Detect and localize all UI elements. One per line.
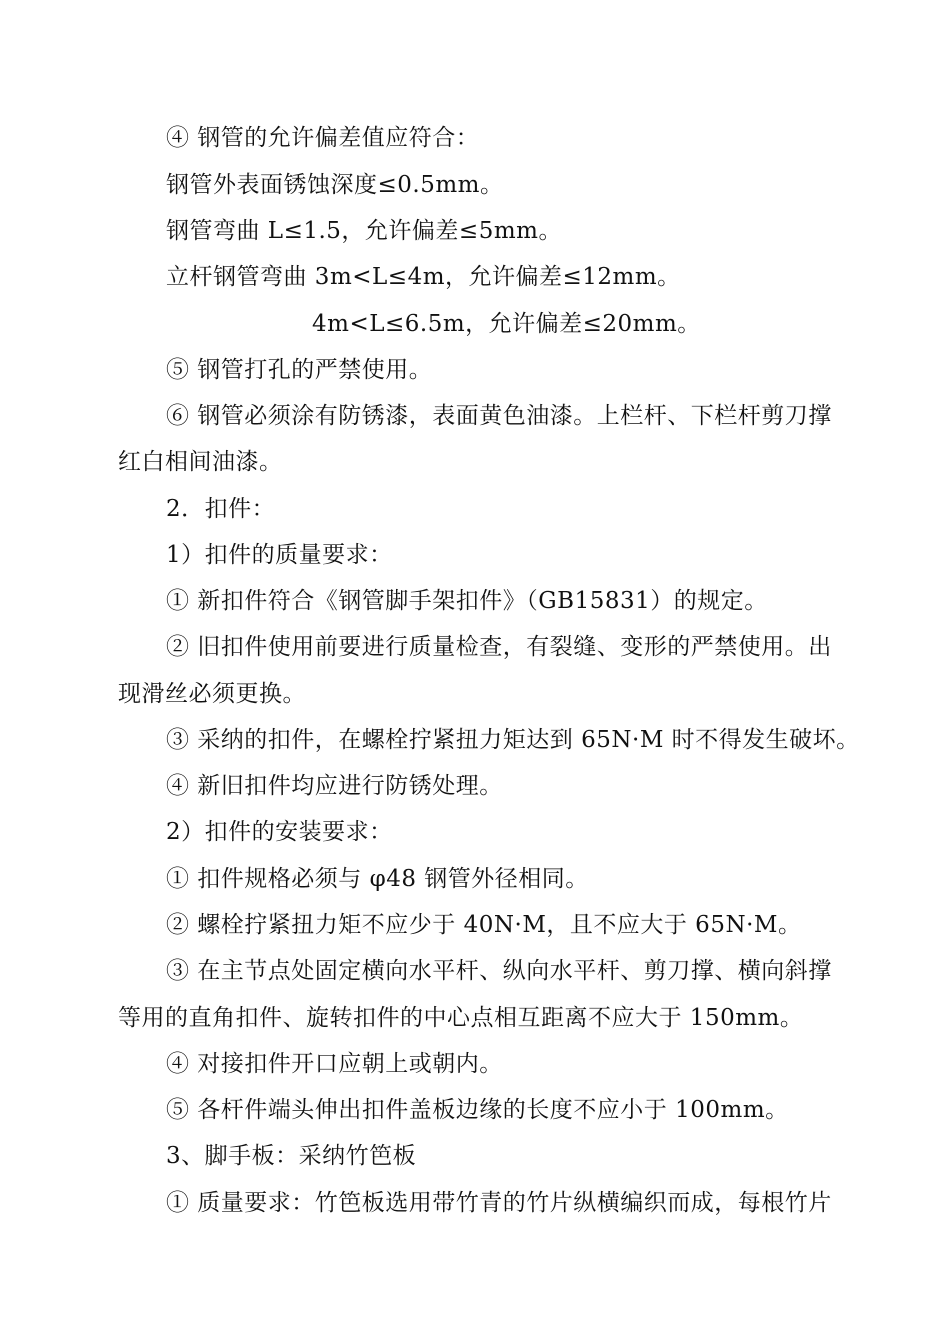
text-line: ⑤ 各杆件端头伸出扣件盖板边缘的长度不应小于 100mm。 [166, 1097, 789, 1123]
text-line: 钢管弯曲 L≤1.5，允许偏差≤5mm。 [166, 218, 562, 244]
text-line: ⑥ 钢管必须涂有防锈漆，表面黄色油漆。上栏杆、下栏杆剪刀撑 [166, 403, 832, 429]
text-line: 1）扣件的质量要求： [166, 542, 393, 568]
text-line: ④ 对接扣件开口应朝上或朝内。 [166, 1051, 503, 1077]
text-line: ① 新扣件符合《钢管脚手架扣件》（GB15831）的规定。 [166, 588, 768, 614]
text-line: ① 质量要求：竹笆板选用带竹青的竹片纵横编织而成，每根竹片 [166, 1190, 832, 1216]
text-line: ⑤ 钢管打孔的严禁使用。 [166, 357, 433, 383]
text-line: 现滑丝必须更换。 [118, 681, 306, 707]
text-line: 3、脚手板：采纳竹笆板 [166, 1143, 417, 1169]
text-line: ④ 新旧扣件均应进行防锈处理。 [166, 773, 503, 799]
text-line: 2．扣件： [166, 496, 276, 522]
text-line: 红白相间油漆。 [118, 449, 283, 475]
text-line: ③ 在主节点处固定横向水平杆、纵向水平杆、剪刀撑、横向斜撑 [166, 958, 832, 984]
text-line: ② 旧扣件使用前要进行质量检查，有裂缝、变形的严禁使用。出 [166, 634, 832, 660]
text-line: 2）扣件的安装要求： [166, 819, 393, 845]
text-line: 4m<L≤6.5m，允许偏差≤20mm。 [312, 311, 701, 337]
text-line: ④ 钢管的允许偏差值应符合： [166, 125, 480, 151]
text-line: 等用的直角扣件、旋转扣件的中心点相互距离不应大于 150mm。 [118, 1005, 804, 1031]
text-line: 立杆钢管弯曲 3m<L≤4m，允许偏差≤12mm。 [166, 264, 681, 290]
text-line: ② 螺栓拧紧扭力矩不应少于 40N·M，且不应大于 65N·M。 [166, 912, 802, 938]
text-line: ① 扣件规格必须与 φ48 钢管外径相同。 [166, 866, 589, 892]
text-line: ③ 采纳的扣件，在螺栓拧紧扭力矩达到 65N·M 时不得发生破坏。 [166, 727, 860, 753]
text-line: 钢管外表面锈蚀深度≤0.5mm。 [166, 172, 504, 198]
